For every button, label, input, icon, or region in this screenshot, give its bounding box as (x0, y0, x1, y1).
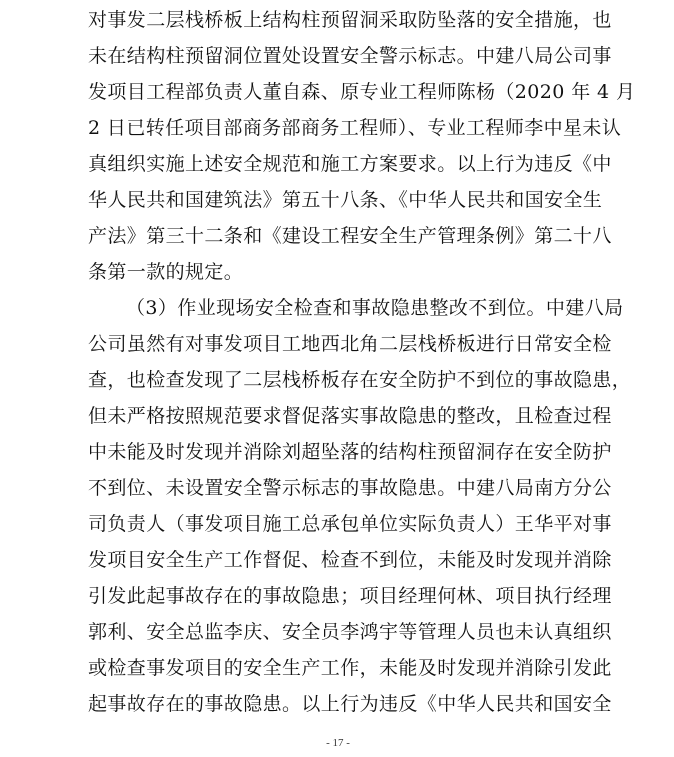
text-line: 发项目工程部负责人董自森、原专业工程师陈杨（2020 年 4 月 (88, 81, 636, 103)
text-line: 对事发二层栈桥板上结构柱预留洞采取防坠落的安全措施，也 (88, 9, 612, 31)
text-line: 华人民共和国建筑法》第五十八条、《中华人民共和国安全生 (88, 189, 603, 211)
text-line: 未在结构柱预留洞位置处设置安全警示标志。中建八局公司事 (88, 45, 612, 67)
text-line: 查，也检查发现了二层栈桥板存在安全防护不到位的事故隐患， (88, 369, 632, 391)
text-line: 不到位、未设置安全警示标志的事故隐患。中建八局南方分公 (88, 477, 612, 499)
text-line: 司负责人（事发项目施工总承包单位实际负责人）王华平对事 (88, 513, 612, 535)
text-line: 或检查事发项目的安全生产工作，未能及时发现并消除引发此 (88, 657, 612, 679)
page-number: - 17 - (326, 737, 350, 749)
text-line: 条第一款的规定。 (88, 261, 244, 283)
text-line: 发项目安全生产工作督促、检查不到位，未能及时发现并消除 (88, 549, 612, 571)
text-line: 起事故存在的事故隐患。以上行为违反《中华人民共和国安全 (88, 693, 612, 715)
paragraph-heading-line: （3）作业现场安全检查和事故隐患整改不到位。中建八局 (126, 297, 624, 319)
text-line: 真组织实施上述安全规范和施工方案要求。以上行为违反《中 (88, 153, 612, 175)
text-line: 公司虽然有对事发项目工地西北角二层栈桥板进行日常安全检 (88, 333, 612, 355)
text-line: 中未能及时发现并消除刘超坠落的结构柱预留洞存在安全防护 (88, 441, 612, 463)
text-line: 产法》第三十二条和《建设工程安全生产管理条例》第二十八 (88, 225, 612, 247)
text-line: 但未严格按照规范要求督促落实事故隐患的整改，且检查过程 (88, 405, 612, 427)
text-line: 郭利、安全总监李庆、安全员李鸿宇等管理人员也未认真组织 (88, 621, 612, 643)
text-line: 2 日已转任项目部商务部商务工程师）、专业工程师李中星未认 (88, 117, 622, 139)
text-line: 引发此起事故存在的事故隐患；项目经理何林、项目执行经理 (88, 585, 612, 607)
